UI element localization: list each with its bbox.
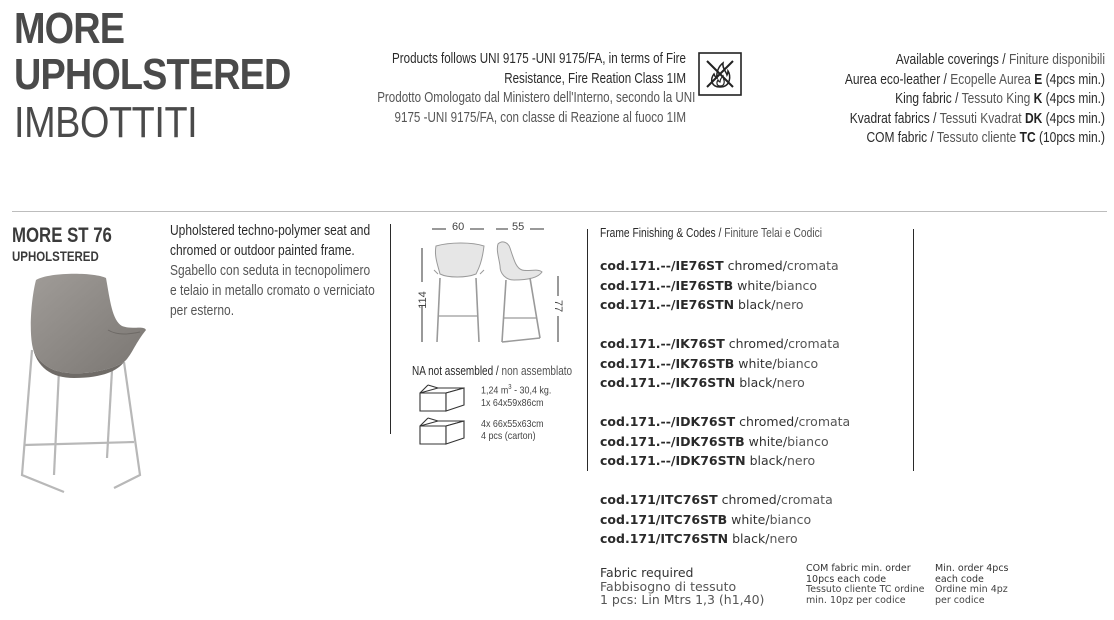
fire-text-line-4: 9175 -UNI 9175/FA, con classe di Reazione al fuoco 1IM [394,109,686,126]
desc-it-line-1: Sgabello con seduta in tecnopolimero [170,262,371,279]
desc-it-line-3: per esterno. [170,302,235,319]
column-divider-1 [390,224,391,434]
code-row: cod.171/ITC76STN black/nero [600,531,798,546]
product-subtitle: UPHOLSTERED [12,248,99,264]
box-icon [416,381,468,415]
coverings-block [740,50,1105,148]
code-row: cod.171.--/IDK76STB white/bianco [600,433,829,449]
code-row: cod.171.--/IK76STN black/nero [600,375,805,390]
code-row: cod.171.--/IDK76STN black/nero [600,453,816,468]
box-2-size: 4x 66x55x63cm [481,418,544,430]
box-2-pieces: 4 pcs (carton) [481,430,536,442]
code-row: cod.171/ITC76STB white/bianco [600,511,812,527]
carton-icon [416,414,468,448]
covering-item-com-fabric: COM fabric / Tessuto cliente TC (10pcs min.) [866,129,1105,146]
section-divider [12,211,1107,212]
coverings-heading: Available coverings / Finiture disponibili [895,51,1105,68]
covering-item-kvadrat: Kvadrat fabrics / Tessuti Kvadrat DK (4pcs min.) [849,109,1105,127]
fire-text-line-2: Resistance, Fire Reation Class 1IM [504,70,686,87]
code-row: cod.171.--/IK76STB white/bianco [600,355,819,371]
box-2-info [481,418,544,442]
assembly-label: NA not assembled / non assemblato [412,364,573,378]
dimension-drawing [410,218,580,348]
code-group-tc [600,490,833,549]
desc-en-line-2: chromed or outdoor painted frame. [170,242,355,259]
fabric-required-qty: 1 pcs: Lin Mtrs 1,3 (h1,40) [600,592,765,607]
code-group-dk [600,412,850,471]
page-title-line-2: UPHOLSTERED [14,50,291,99]
code-row: cod.171.--/IE76STB white/bianco [600,277,818,293]
code-row: cod.171.--/IE76STN black/nero [600,297,804,312]
box-1-info [481,382,551,409]
com-order-note: COM fabric min. order 10pcs each code Tessuto cliente TC ordine min. 10pz per codice [806,563,925,606]
dimension-width: 60 [452,221,465,233]
dimension-height: 114 [416,291,429,309]
desc-en-line-1: Upholstered techno-polymer seat and [170,222,371,239]
min-order-note: Min. order 4pcs each code Ordine min 4pz per codice [935,563,1009,606]
fire-text-block [300,50,696,128]
fire-resistance-icon [698,52,742,96]
column-divider-2 [587,229,588,471]
fabric-required-it: Fabbisogno di tessuto [600,578,737,594]
covering-item-eco-leather: Aurea eco-leather / Ecopelle Aurea E (4pcs min.) [844,70,1105,88]
covering-item-king-fabric: King fabric / Tessuto King K (4pcs min.) [895,90,1105,107]
product-description [170,221,375,321]
fire-text-line-1: Products follows UNI 9175 -UNI 9175/FA, in terms of Fire [392,51,686,67]
column-divider-3 [913,229,914,471]
code-row: cod.171.--/IK76ST chromed/cromata [600,336,840,351]
box-1-volume-weight: 1,24 $m^3 - 30,4$ kg. [481,384,552,397]
product-name: MORE ST 76 [12,224,112,247]
code-group-k [600,334,840,393]
code-group-e [600,256,839,315]
code-row: cod.171.--/IE76ST chromed/cromata [600,258,839,273]
box-1-size: 1x 64x59x86cm [481,396,544,409]
code-row: cod.171.--/IDK76ST chromed/cromata [600,414,851,429]
code-row: cod.171/ITC76ST chromed/cromata [600,492,833,507]
fabric-required [600,566,764,607]
finishing-heading: Frame Finishing & Codes / Finiture Telai e Codici [600,226,823,240]
page-subtitle: IMBOTTITI [14,98,198,147]
dimension-depth: 55 [512,221,525,233]
fabric-required-en: Fabric required [600,565,694,580]
dimension-seat-height: 77 [552,299,565,313]
page-title-line-1: MORE [14,4,125,53]
desc-it-line-2: e telaio in metallo cromato o verniciato [170,282,375,299]
fire-text-line-3: Prodotto Omologato dal Ministero dell'Interno, secondo la UNI [377,90,696,106]
product-image [14,270,154,495]
